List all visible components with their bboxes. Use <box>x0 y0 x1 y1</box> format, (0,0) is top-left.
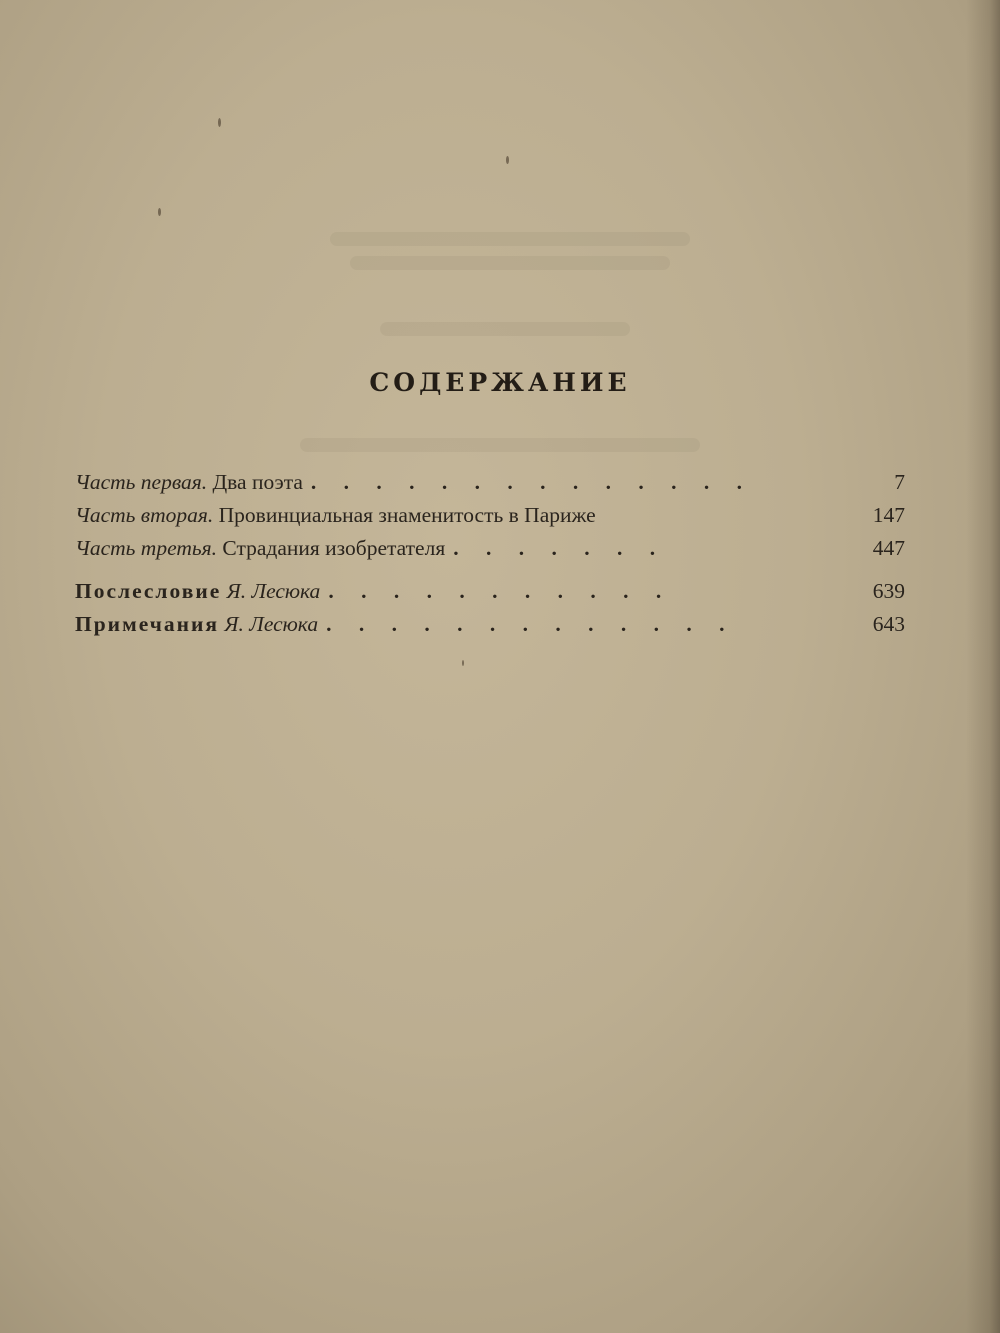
toc-entry-title: Я. Лесюка <box>224 612 319 636</box>
toc-entry-title: Страдания изобретателя <box>222 536 446 560</box>
show-through-text <box>300 438 700 452</box>
toc-entry-prefix: Послесловие <box>75 579 222 603</box>
toc-entry <box>75 532 905 565</box>
show-through-text <box>350 256 670 270</box>
page-title: СОДЕРЖАНИЕ <box>369 368 631 397</box>
toc-entry <box>75 466 905 499</box>
toc-entry-leader: . . . . . . . <box>453 536 667 560</box>
toc-entry-title: Два поэта <box>212 470 303 494</box>
page-edge-shadow <box>966 0 1000 1333</box>
toc-entry-prefix: Часть первая. <box>75 470 208 494</box>
table-of-contents <box>75 466 905 641</box>
paper-speck <box>158 208 161 216</box>
toc-entry-title: Провинциальная знаменитость в Париже <box>218 503 596 527</box>
toc-entry-page: 7 <box>894 470 905 494</box>
show-through-text <box>330 232 690 246</box>
toc-entry <box>75 575 905 608</box>
toc-entry-prefix: Часть вторая. <box>75 503 214 527</box>
toc-entry-page: 147 <box>872 503 905 527</box>
paper-speck <box>462 660 464 666</box>
paper-speck <box>218 118 221 127</box>
toc-entry-title: Я. Лесюка <box>226 579 321 603</box>
toc-entry-prefix: Примечания <box>75 612 220 636</box>
toc-entry-prefix: Часть третья. <box>75 536 218 560</box>
toc-entry-page: 639 <box>872 579 905 603</box>
toc-entry-leader: . . . . . . . . . . . . . <box>326 612 736 636</box>
toc-entry-page: 643 <box>872 612 905 636</box>
toc-entry-leader: . . . . . . . . . . . <box>328 579 673 603</box>
toc-entry <box>75 499 905 532</box>
toc-entry <box>75 608 905 641</box>
paper-speck <box>506 156 509 164</box>
toc-entry-leader: . . . . . . . . . . . . . . <box>310 470 754 494</box>
show-through-text <box>380 322 630 336</box>
toc-entry-page: 447 <box>872 536 905 560</box>
